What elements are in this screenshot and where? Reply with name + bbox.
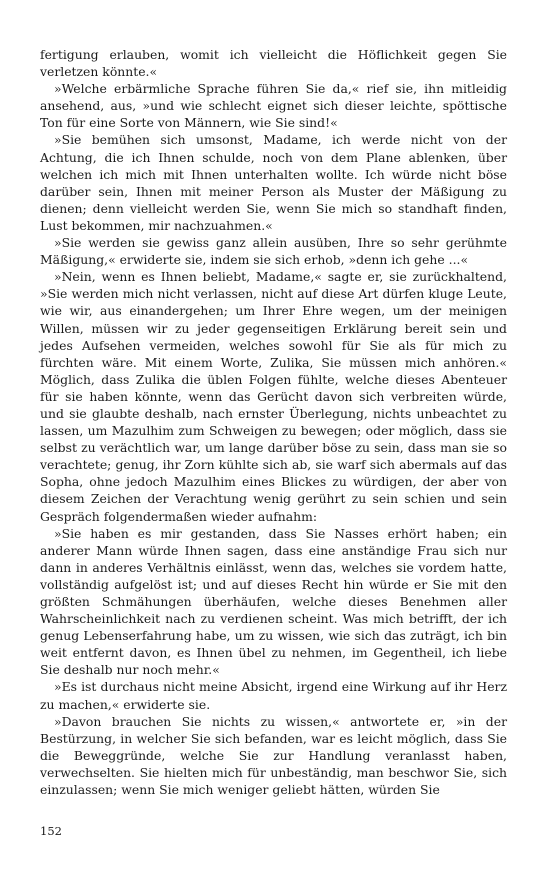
paragraph: »Sie bemühen sich umsonst, Madame, ich werde nicht von der Achtung, die ich Ihnen schulde, noch von dem Plane ablenken, über welchen ich mich mit Ihnen unterhalten wollte. Ich würde nicht böse darüber sein, Ihnen mit meiner Person als Muster der Mäßigung zu dienen; denn vielleicht werden Sie, wenn Sie mich so standhaft finden, Lust bekommen, mir nachzuahmen.« — [40, 132, 507, 233]
paragraph: »Sie haben es mir gestanden, dass Sie Nasses erhört haben; ein anderer Mann würde Ihnen sagen, dass eine anständige Frau sich nur dann in anderes Verhältnis einlässt, wenn das, welches sie vordem hatte, vollständig aufgelöst ist; und auf dieses Recht hin würde er Sie mit den größten Schmähungen überhäufen, welche dieses Benehmen aller Wahrscheinlichkeit nach zu verdienen scheint. Was mich betrifft, der ich genug Lebenserfahrung habe, um zu wissen, wie sich das zuträgt, ich bin weit entfernt davon, es Ihnen übel zu nehmen, im Gegentheil, ich liebe Sie deshalb nur noch mehr.« — [40, 525, 507, 678]
paragraph-continuation: fertigung erlauben, womit ich vielleicht die Höflichkeit gegen Sie verletzen könnte.« — [40, 47, 507, 80]
paragraph: »Es ist durchaus nicht meine Absicht, irgend eine Wirkung auf ihr Herz zu machen,« erwiderte sie. — [40, 679, 507, 712]
paragraph: »Welche erbärmliche Sprache führen Sie da,« rief sie, ihn mitleidig ansehend, aus, »und wie schlecht eignet sich dieser leichte, spöttische Ton für eine Sorte von Männern, wie Sie sind!« — [40, 81, 507, 131]
paragraph: »Davon brauchen Sie nichts zu wissen,« antwortete er, »in der Bestürzung, in welcher Sie sich befanden, war es leicht möglich, dass Sie die Beweggründe, welche Sie zur Handlung veranlasst haben, verwechselten. Sie hielten mich für unbeständig, man beschwor Sie, sich einzulassen; wenn Sie mich weniger geliebt hätten, würden Sie — [40, 713, 507, 798]
page-number: 152 — [40, 824, 62, 838]
page-body — [40, 46, 507, 798]
paragraph: »Nein, wenn es Ihnen beliebt, Madame,« sagte er, sie zurückhaltend, »Sie werden mich nicht verlassen, nicht auf diese Art dürfen kluge Leute, wie wir, aus einandergehen; um Ihrer Ehre wegen, um der meinigen Willen, müssen wir zu jeder gegenseitigen Erklärung bereit sein und jedes Aufsehen vermeiden, welches sowohl für Sie als für mich zu fürchten wäre. Mit einem Worte, Zulika, Sie müssen mich anhören.« Möglich, dass Zulika die üblen Folgen fühlte, welche dieses Abenteuer für sie haben könnte, wenn das Gerücht davon sich verbreiten würde, und sie glaubte deshalb, nach ernster Überlegung, nichts unbeachtet zu lassen, um Mazulhim zum Schweigen zu bewegen; oder möglich, dass sie selbst zu verächtlich war, um lange darüber böse zu sein, dass man sie so verachtete; genug, ihr Zorn kühlte sich ab, sie warf sich abermals auf das Sopha, ohne jedoch Mazulhim eines Blickes zu würdigen, der aber von diesem Zeichen der Verachtung wenig gerührt zu sein schien und sein Gespräch folgendermaßen wieder aufnahm: — [40, 269, 507, 524]
paragraph: »Sie werden sie gewiss ganz allein ausüben, Ihre so sehr gerühmte Mäßigung,« erwiderte sie, indem sie sich erhob, »denn ich gehe ...« — [40, 235, 507, 268]
